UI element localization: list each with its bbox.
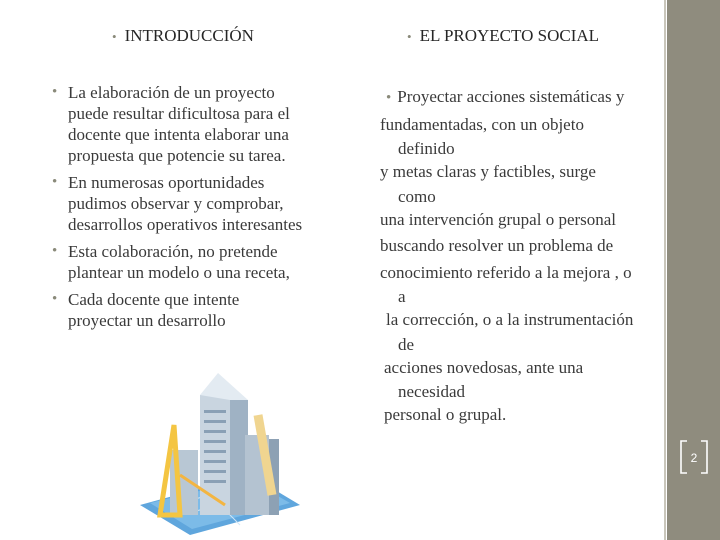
list-item-line: En numerosas oportunidades — [68, 173, 265, 192]
paragraph-line: buscando resolver un problema de — [380, 236, 614, 255]
list-item-line: puede resultar dificultosa para el — [68, 104, 290, 123]
list-item-line: docente que intenta elaborar una — [68, 125, 289, 144]
list-item — [52, 241, 352, 283]
list-item — [52, 172, 352, 235]
left-title — [112, 26, 254, 46]
paragraph-line: definido — [398, 139, 455, 158]
paragraph-line: la corrección, o a la instrumentación — [386, 310, 634, 329]
bullet-icon: • — [386, 90, 392, 106]
paragraph-line: una intervención grupal o personal — [380, 209, 617, 229]
list-item — [52, 289, 352, 331]
paragraph-line-text: Proyectar acciones sistemáticas y — [397, 87, 625, 106]
list-item — [52, 82, 352, 166]
right-title-text: EL PROYECTO SOCIAL — [419, 26, 600, 45]
list-item-line: Esta colaboración, no pretende — [68, 242, 278, 261]
right-title — [407, 26, 599, 46]
list-item-line: desarrollos operativos interesantes — [68, 215, 303, 234]
paragraph-line — [380, 84, 680, 112]
paragraph-line: fundamentadas, con un objeto — [380, 114, 584, 134]
list-item-line: propuesta que potencie su tarea. — [68, 146, 286, 165]
paragraph-line: de — [398, 334, 415, 354]
buildings-blueprint-illustration — [140, 355, 300, 535]
left-bullet-list — [52, 82, 352, 331]
paragraph-line: y metas claras y factibles, surge — [380, 162, 596, 181]
bullet-icon: • — [407, 29, 412, 44]
list-item-line: plantear un modelo o una receta, — [68, 263, 290, 282]
list-item-line: pudimos observar y comprobar, — [68, 194, 284, 213]
paragraph-line: acciones novedosas, ante una — [384, 357, 584, 377]
right-paragraph — [380, 84, 680, 429]
paragraph-line: conocimiento referido a la mejora , o — [380, 262, 632, 282]
paragraph-line: como — [398, 186, 436, 206]
paragraph-line: necesidad — [398, 382, 466, 401]
paragraph-line: personal o grupal. — [384, 405, 507, 424]
page-number: 2 — [690, 451, 698, 465]
paragraph-line: a — [398, 287, 406, 306]
bullet-icon: • — [112, 29, 117, 44]
list-item-line: La elaboración de un proyecto — [68, 83, 275, 102]
left-title-text: INTRODUCCIÓN — [124, 26, 254, 45]
page-number-badge — [679, 440, 709, 474]
list-item-line: proyectar un desarrollo — [68, 311, 226, 330]
list-item-line: Cada docente que intente — [68, 290, 240, 309]
